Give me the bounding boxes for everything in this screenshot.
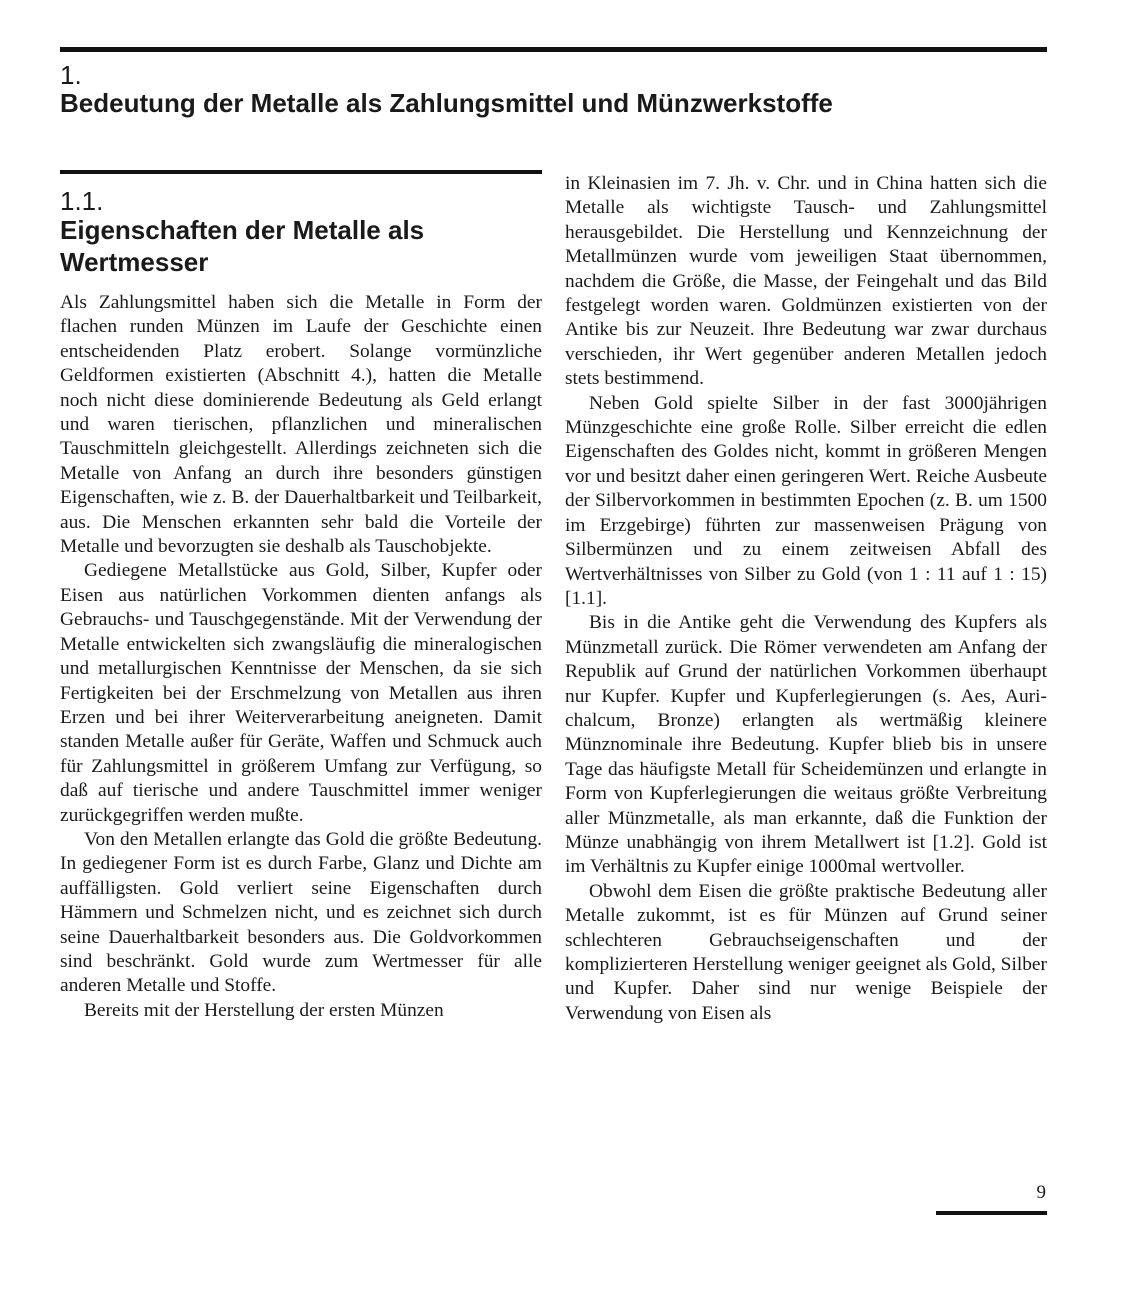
- paragraph: Bereits mit der Herstellung der ersten Münzen: [84, 999, 444, 1021]
- right-column: [565, 172, 1047, 1026]
- paragraph: Von den Metallen erlangte das Gold die größte Bedeutung. In gediegener Form ist es durch Farbe, Glanz und Dichte am auffälligsten. Gold verliert seine Eigenschaften durch Hämmern und Schmelzen nicht, und es zeichnet sich durch seine Dauerhaltbarkeit besonders aus. Die Goldvorkommen sind beschränkt. Gold wurde zum Wertmesser für alle anderen Metalle und Stoffe.: [60, 828, 542, 997]
- paragraph: Obwohl dem Eisen die größte praktische Bedeutung aller Metalle zukommt, ist es für Münzen auf Grund seiner schlechteren Gebrauchseigenschaften und der komplizierteren Herstellung weniger geeignet als Gold, Silber und Kupfer. Daher sind nur wenige Beispiele der Verwendung von Eisen als: [565, 880, 1047, 1024]
- section-rule: [60, 170, 542, 174]
- paragraph: Neben Gold spielte Silber in der fast 3000jährigen Münzgeschichte eine große Rolle. Silber erreicht die edlen Eigenschaften des Goldes nicht, kommt in größeren Mengen vor und besitzt daher einen geringeren Wert. Reiche Ausbeute der Silbervorkommen in bestimmten Epochen (z. B. um 1500 im Erzgebirge) führten zur massenweisen Prägung von Silbermünzen und zu einem zeitweisen Abfall des Wertverhältnisses von Silber zu Gold (von 1 : 11 auf 1 : 15) [1.1].: [565, 392, 1047, 609]
- left-column: [60, 291, 542, 1023]
- top-rule: [60, 47, 1047, 52]
- section-number: 1.1.: [60, 186, 104, 216]
- page-number: 9: [1036, 1182, 1046, 1203]
- paragraph: in Kleinasien im 7. Jh. v. Chr. und in China hatten sich die Metalle als wichtigste Tausch- und Zahlungsmittel herausgebildet. Die Herstellung und Kennzeichnung der Metallmünzen wurde vom jeweiligen Staat übernommen, nachdem die Größe, die Masse, der Feingehalt und das Bild festgelegt worden waren. Goldmünzen existierten von der Antike bis zur Neuzeit. Ihre Bedeutung war zwar durchaus verschieden, ihr Wert gegenüber anderen Metallen jedoch stets bestimmend.: [565, 173, 1047, 390]
- paragraph: Als Zahlungsmittel haben sich die Metalle in Form der flachen runden Münzen im Laufe der Geschichte einen entscheidenden Platz erobert. Solange vormünzliche Geldformen existierten (Abschnitt 4.), hatten die Metalle noch nicht diese dominierende Bedeutung als Geld erlangt und waren tierischen, pflanzlichen und mineralischen Tauschmitteln gleichgestellt. Allerdings zeichneten sich die Metalle von Anfang an durch ihre besonders günstigen Eigenschaften, wie z. B. der Dauerhaltbarkeit und Teilbarkeit, aus. Die Menschen erkannten sehr bald die Vorteile der Metalle und bevorzugten sie deshalb als Tauschobjekte.: [60, 292, 542, 558]
- paragraph: Gediegene Metallstücke aus Gold, Silber, Kupfer oder Eisen aus natürlichen Vorkommen dienten anfangs als Gebrauchs- und Tauschgegenstände. Mit der Verwendung der Metalle entwickelten sich zwangsläufig die mineralogischen und metallurgischen Kenntnisse der Menschen, da sie sich Fertigkeiten bei der Erschmelzung von Metallen aus ihren Erzen und bei ihrer Weiterverarbeitung aneigneten. Damit standen Metalle außer für Geräte, Waffen und Schmuck auch für Zahlungsmittel in größerem Umfang zur Verfügung, so daß auf tierische und andere Tauschmittel immer weniger zurückgegriffen werden mußte.: [60, 560, 542, 826]
- page-number-rule: [936, 1211, 1047, 1215]
- chapter-number: 1.: [60, 60, 82, 90]
- chapter-title: Bedeutung der Metalle als Zahlungsmittel und Münzwerkstoffe: [60, 88, 833, 118]
- section-title: Eigenschaften der Metalle als Wertmesser: [60, 215, 425, 277]
- paragraph: Bis in die Antike geht die Verwendung des Kupfers als Münzmetall zurück. Die Römer verwendeten am Anfang der Republik auf Grund der natürlichen Vorkommen überhaupt nur Kupfer. Kupfer und Kupferlegierungen (s. Aes, Aurichalcum, Bronze) erlangten als wertmäßig kleinere Münznominale ihre Bedeutung. Kupfer blieb bis in unsere Tage das häufigste Metall für Scheidemünzen und erlangte in Form von Kupferlegierungen die weitaus größte Verbreitung aller Münzmetalle, als man erkannte, daß die Funktion der Münze unabhängig von ihrem Metallwert ist [1.2]. Gold ist im Verhältnis zu Kupfer einige 1000mal wertvoller.: [565, 612, 1047, 878]
